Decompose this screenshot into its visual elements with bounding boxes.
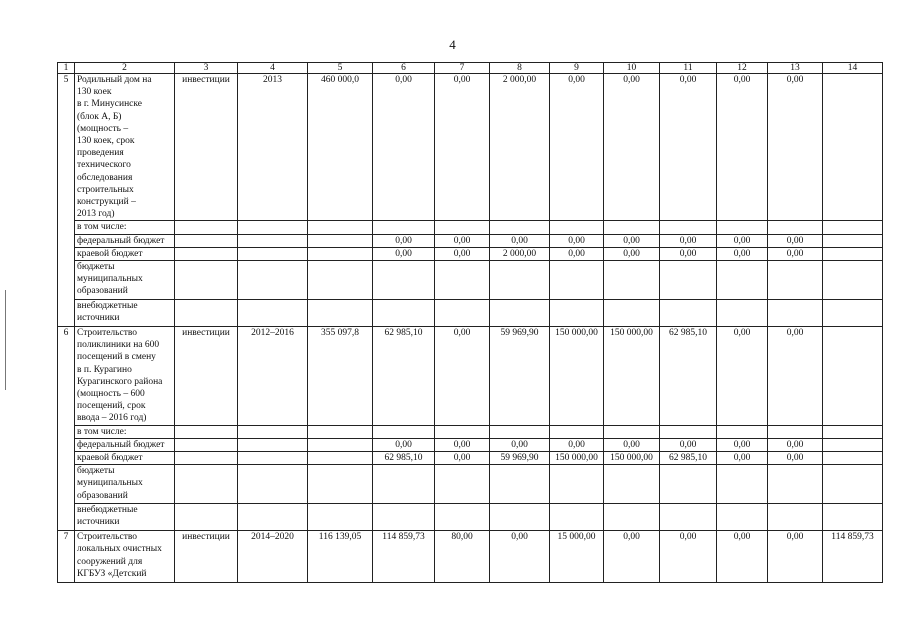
value-cell: 150 000,00: [550, 327, 604, 426]
text-line: проведения: [77, 148, 124, 159]
value-cell: [768, 261, 823, 300]
empty-cell: [308, 261, 373, 300]
value-cell: 0,00: [768, 531, 823, 583]
empty-cell: [238, 425, 308, 438]
header-cell: 9: [550, 63, 604, 74]
value-cell: [660, 504, 717, 531]
empty-cell: [175, 300, 238, 327]
value-cell: [490, 465, 550, 504]
object-name: [75, 74, 175, 221]
value-cell: 0,00: [660, 531, 717, 583]
value-cell: 0,00: [717, 327, 768, 426]
row-number: 6: [58, 327, 75, 531]
regional-budget-label: краевой бюджет: [75, 247, 175, 260]
value-cell: [604, 425, 660, 438]
empty-cell: [308, 452, 373, 465]
empty-cell: [238, 452, 308, 465]
value-cell: 0,00: [717, 247, 768, 260]
value-cell: [660, 425, 717, 438]
empty-cell: [175, 438, 238, 451]
value-cell: [373, 221, 435, 234]
value-cell: [823, 247, 883, 260]
empty-cell: [238, 465, 308, 504]
header-cell: 11: [660, 63, 717, 74]
text-line: в п. Курагино: [77, 364, 132, 375]
period: 2014–2020: [238, 531, 308, 583]
empty-cell: [238, 234, 308, 247]
table-row: [58, 261, 883, 300]
value-cell: [717, 221, 768, 234]
text-line: сооружений для: [77, 556, 143, 567]
value-cell: 0,00: [490, 234, 550, 247]
value-cell: [660, 465, 717, 504]
investment-table: [57, 62, 883, 583]
value-cell: 0,00: [717, 452, 768, 465]
value-cell: 0,00: [550, 247, 604, 260]
value-cell: [373, 300, 435, 327]
header-cell: 10: [604, 63, 660, 74]
empty-cell: [175, 221, 238, 234]
value-cell: [550, 425, 604, 438]
empty-cell: [175, 261, 238, 300]
empty-cell: [238, 261, 308, 300]
value-cell: [604, 300, 660, 327]
value-cell: 0,00: [768, 234, 823, 247]
text-line: в г. Минусинске: [77, 99, 142, 110]
text-line: посещений, срок: [77, 401, 146, 412]
value-cell: [490, 504, 550, 531]
text-line: посещений в смену: [77, 352, 156, 363]
incl-label: в том числе:: [75, 221, 175, 234]
value-cell: [823, 300, 883, 327]
empty-cell: [175, 247, 238, 260]
value-cell: 0,00: [490, 438, 550, 451]
value-cell: 0,00: [604, 247, 660, 260]
text-line: конструкций –: [77, 197, 136, 208]
table-row: [58, 74, 883, 221]
value-cell: 0,00: [373, 438, 435, 451]
value-cell: [823, 74, 883, 221]
table-row: [58, 504, 883, 531]
value-cell: [435, 465, 490, 504]
value-cell: [768, 300, 823, 327]
header-cell: 8: [490, 63, 550, 74]
value-cell: 59 969,90: [490, 452, 550, 465]
value-cell: 59 969,90: [490, 327, 550, 426]
text-line: Строительство: [77, 532, 138, 543]
empty-cell: [175, 452, 238, 465]
text-line: технического: [77, 160, 131, 171]
table-row: [58, 221, 883, 234]
value-cell: 0,00: [717, 438, 768, 451]
value-cell: 0,00: [604, 234, 660, 247]
municipal-budget-label: [75, 465, 175, 504]
value-cell: 2 000,00: [490, 74, 550, 221]
empty-cell: [308, 425, 373, 438]
empty-cell: [308, 234, 373, 247]
value-cell: [823, 221, 883, 234]
value-cell: [435, 425, 490, 438]
text-line: строительных: [77, 184, 134, 195]
header-cell: 3: [175, 63, 238, 74]
value-cell: 0,00: [768, 438, 823, 451]
value-cell: [768, 465, 823, 504]
header-row: [58, 63, 883, 74]
value-cell: 62 985,10: [660, 452, 717, 465]
text-line: Родильный дом на: [77, 75, 152, 85]
text-line: источники: [77, 313, 120, 324]
header-cell: 4: [238, 63, 308, 74]
value-cell: 80,00: [435, 531, 490, 583]
text-line: источники: [77, 517, 120, 528]
empty-cell: [238, 504, 308, 531]
value-cell: 62 985,10: [373, 327, 435, 426]
text-line: муниципальных: [77, 274, 143, 285]
empty-cell: [175, 504, 238, 531]
value-cell: 0,00: [435, 74, 490, 221]
value-cell: [823, 234, 883, 247]
table-row: [58, 234, 883, 247]
value-cell: 114 859,73: [823, 531, 883, 583]
text-line: локальных очистных: [77, 544, 162, 555]
text-line: внебюджетные: [77, 301, 138, 312]
value-cell: [823, 425, 883, 438]
table-row: [58, 425, 883, 438]
table-row: [58, 465, 883, 504]
value-cell: [717, 425, 768, 438]
text-line: обследования: [77, 172, 133, 183]
empty-cell: [175, 234, 238, 247]
text-line: поликлиники на 600: [77, 340, 160, 351]
value-cell: [823, 452, 883, 465]
municipal-budget-label: [75, 261, 175, 300]
value-cell: [373, 261, 435, 300]
value-cell: [823, 438, 883, 451]
value-cell: [435, 300, 490, 327]
value-cell: [717, 300, 768, 327]
value-cell: 0,00: [490, 531, 550, 583]
value-cell: 0,00: [604, 438, 660, 451]
text-line: бюджеты: [77, 466, 115, 477]
empty-cell: [308, 504, 373, 531]
text-line: 2013 год): [77, 209, 115, 220]
value-cell: 114 859,73: [373, 531, 435, 583]
value-cell: [373, 504, 435, 531]
funding-type: инвестиции: [175, 531, 238, 583]
value-cell: [490, 221, 550, 234]
value-cell: [604, 221, 660, 234]
header-cell: 7: [435, 63, 490, 74]
extrabudget-label: [75, 300, 175, 327]
value-cell: [435, 504, 490, 531]
value-cell: [717, 261, 768, 300]
value-cell: [604, 261, 660, 300]
row-number: 5: [58, 74, 75, 327]
empty-cell: [238, 300, 308, 327]
value-cell: 62 985,10: [373, 452, 435, 465]
text-line: образований: [77, 286, 128, 297]
value-cell: [435, 221, 490, 234]
period: 2012–2016: [238, 327, 308, 426]
value-cell: 0,00: [660, 247, 717, 260]
empty-cell: [238, 438, 308, 451]
value-cell: 0,00: [768, 327, 823, 426]
header-cell: 12: [717, 63, 768, 74]
value-cell: [550, 300, 604, 327]
value-cell: 0,00: [604, 74, 660, 221]
total-cost: 460 000,0: [308, 74, 373, 221]
table-body: [58, 63, 883, 583]
value-cell: [660, 261, 717, 300]
value-cell: [823, 261, 883, 300]
incl-label: в том числе:: [75, 425, 175, 438]
value-cell: 15 000,00: [550, 531, 604, 583]
header-cell: 6: [373, 63, 435, 74]
value-cell: 0,00: [768, 452, 823, 465]
value-cell: [823, 504, 883, 531]
value-cell: 0,00: [435, 452, 490, 465]
object-name: [75, 531, 175, 583]
text-line: 130 коек: [77, 87, 112, 98]
total-cost: 355 097,8: [308, 327, 373, 426]
value-cell: 0,00: [550, 438, 604, 451]
table-row: [58, 247, 883, 260]
value-cell: 0,00: [717, 74, 768, 221]
value-cell: 0,00: [435, 327, 490, 426]
table-row: [58, 327, 883, 426]
empty-cell: [308, 465, 373, 504]
value-cell: 2 000,00: [490, 247, 550, 260]
text-line: муниципальных: [77, 478, 143, 489]
table-row: [58, 438, 883, 451]
value-cell: 150 000,00: [550, 452, 604, 465]
empty-cell: [238, 221, 308, 234]
object-name: [75, 327, 175, 426]
empty-cell: [175, 465, 238, 504]
text-line: (мощность –: [77, 123, 129, 134]
value-cell: [717, 504, 768, 531]
federal-budget-label: федеральный бюджет: [75, 234, 175, 247]
value-cell: [550, 261, 604, 300]
text-line: внебюджетные: [77, 505, 138, 516]
value-cell: [373, 465, 435, 504]
value-cell: 0,00: [550, 234, 604, 247]
value-cell: 0,00: [768, 247, 823, 260]
value-cell: 0,00: [604, 531, 660, 583]
value-cell: 62 985,10: [660, 327, 717, 426]
table-row: [58, 300, 883, 327]
value-cell: [823, 465, 883, 504]
value-cell: 150 000,00: [604, 452, 660, 465]
value-cell: [490, 300, 550, 327]
table-row: [58, 531, 883, 583]
value-cell: [717, 465, 768, 504]
row-number: 7: [58, 531, 75, 583]
text-line: КГБУЗ «Детский: [77, 568, 147, 579]
text-line: (блок А, Б): [77, 111, 122, 122]
funding-type: инвестиции: [175, 327, 238, 426]
value-cell: 0,00: [717, 234, 768, 247]
empty-cell: [308, 221, 373, 234]
value-cell: [604, 465, 660, 504]
value-cell: [373, 425, 435, 438]
text-line: Курагинского района: [77, 376, 163, 387]
header-cell: 2: [75, 63, 175, 74]
value-cell: 0,00: [768, 74, 823, 221]
value-cell: 0,00: [435, 438, 490, 451]
page-number: 4: [449, 37, 456, 52]
empty-cell: [238, 247, 308, 260]
value-cell: [660, 300, 717, 327]
empty-cell: [308, 438, 373, 451]
header-cell: 1: [58, 63, 75, 74]
empty-cell: [175, 425, 238, 438]
value-cell: 0,00: [373, 234, 435, 247]
header-cell: 5: [308, 63, 373, 74]
text-line: ввода – 2016 год): [77, 413, 147, 424]
value-cell: 0,00: [660, 438, 717, 451]
value-cell: [490, 425, 550, 438]
federal-budget-label: федеральный бюджет: [75, 438, 175, 451]
value-cell: 0,00: [435, 234, 490, 247]
table-row: [58, 452, 883, 465]
value-cell: 0,00: [373, 247, 435, 260]
value-cell: [660, 221, 717, 234]
value-cell: 0,00: [550, 74, 604, 221]
value-cell: [768, 504, 823, 531]
value-cell: [823, 327, 883, 426]
value-cell: 0,00: [717, 531, 768, 583]
value-cell: [550, 504, 604, 531]
regional-budget-label: краевой бюджет: [75, 452, 175, 465]
value-cell: [490, 261, 550, 300]
text-line: образований: [77, 490, 128, 501]
value-cell: [604, 504, 660, 531]
value-cell: 0,00: [660, 74, 717, 221]
empty-cell: [308, 247, 373, 260]
funding-type: инвестиции: [175, 74, 238, 221]
value-cell: 150 000,00: [604, 327, 660, 426]
value-cell: [550, 465, 604, 504]
text-line: бюджеты: [77, 262, 115, 273]
value-cell: 0,00: [660, 234, 717, 247]
margin-line: [5, 290, 6, 390]
extrabudget-label: [75, 504, 175, 531]
value-cell: 0,00: [435, 247, 490, 260]
empty-cell: [308, 300, 373, 327]
value-cell: [550, 221, 604, 234]
period: 2013: [238, 74, 308, 221]
value-cell: 0,00: [373, 74, 435, 221]
value-cell: [435, 261, 490, 300]
total-cost: 116 139,05: [308, 531, 373, 583]
text-line: Строительство: [77, 328, 138, 339]
text-line: 130 коек, срок: [77, 136, 135, 147]
value-cell: [768, 425, 823, 438]
value-cell: [768, 221, 823, 234]
text-line: (мощность – 600: [77, 389, 145, 400]
header-cell: 14: [823, 63, 883, 74]
header-cell: 13: [768, 63, 823, 74]
